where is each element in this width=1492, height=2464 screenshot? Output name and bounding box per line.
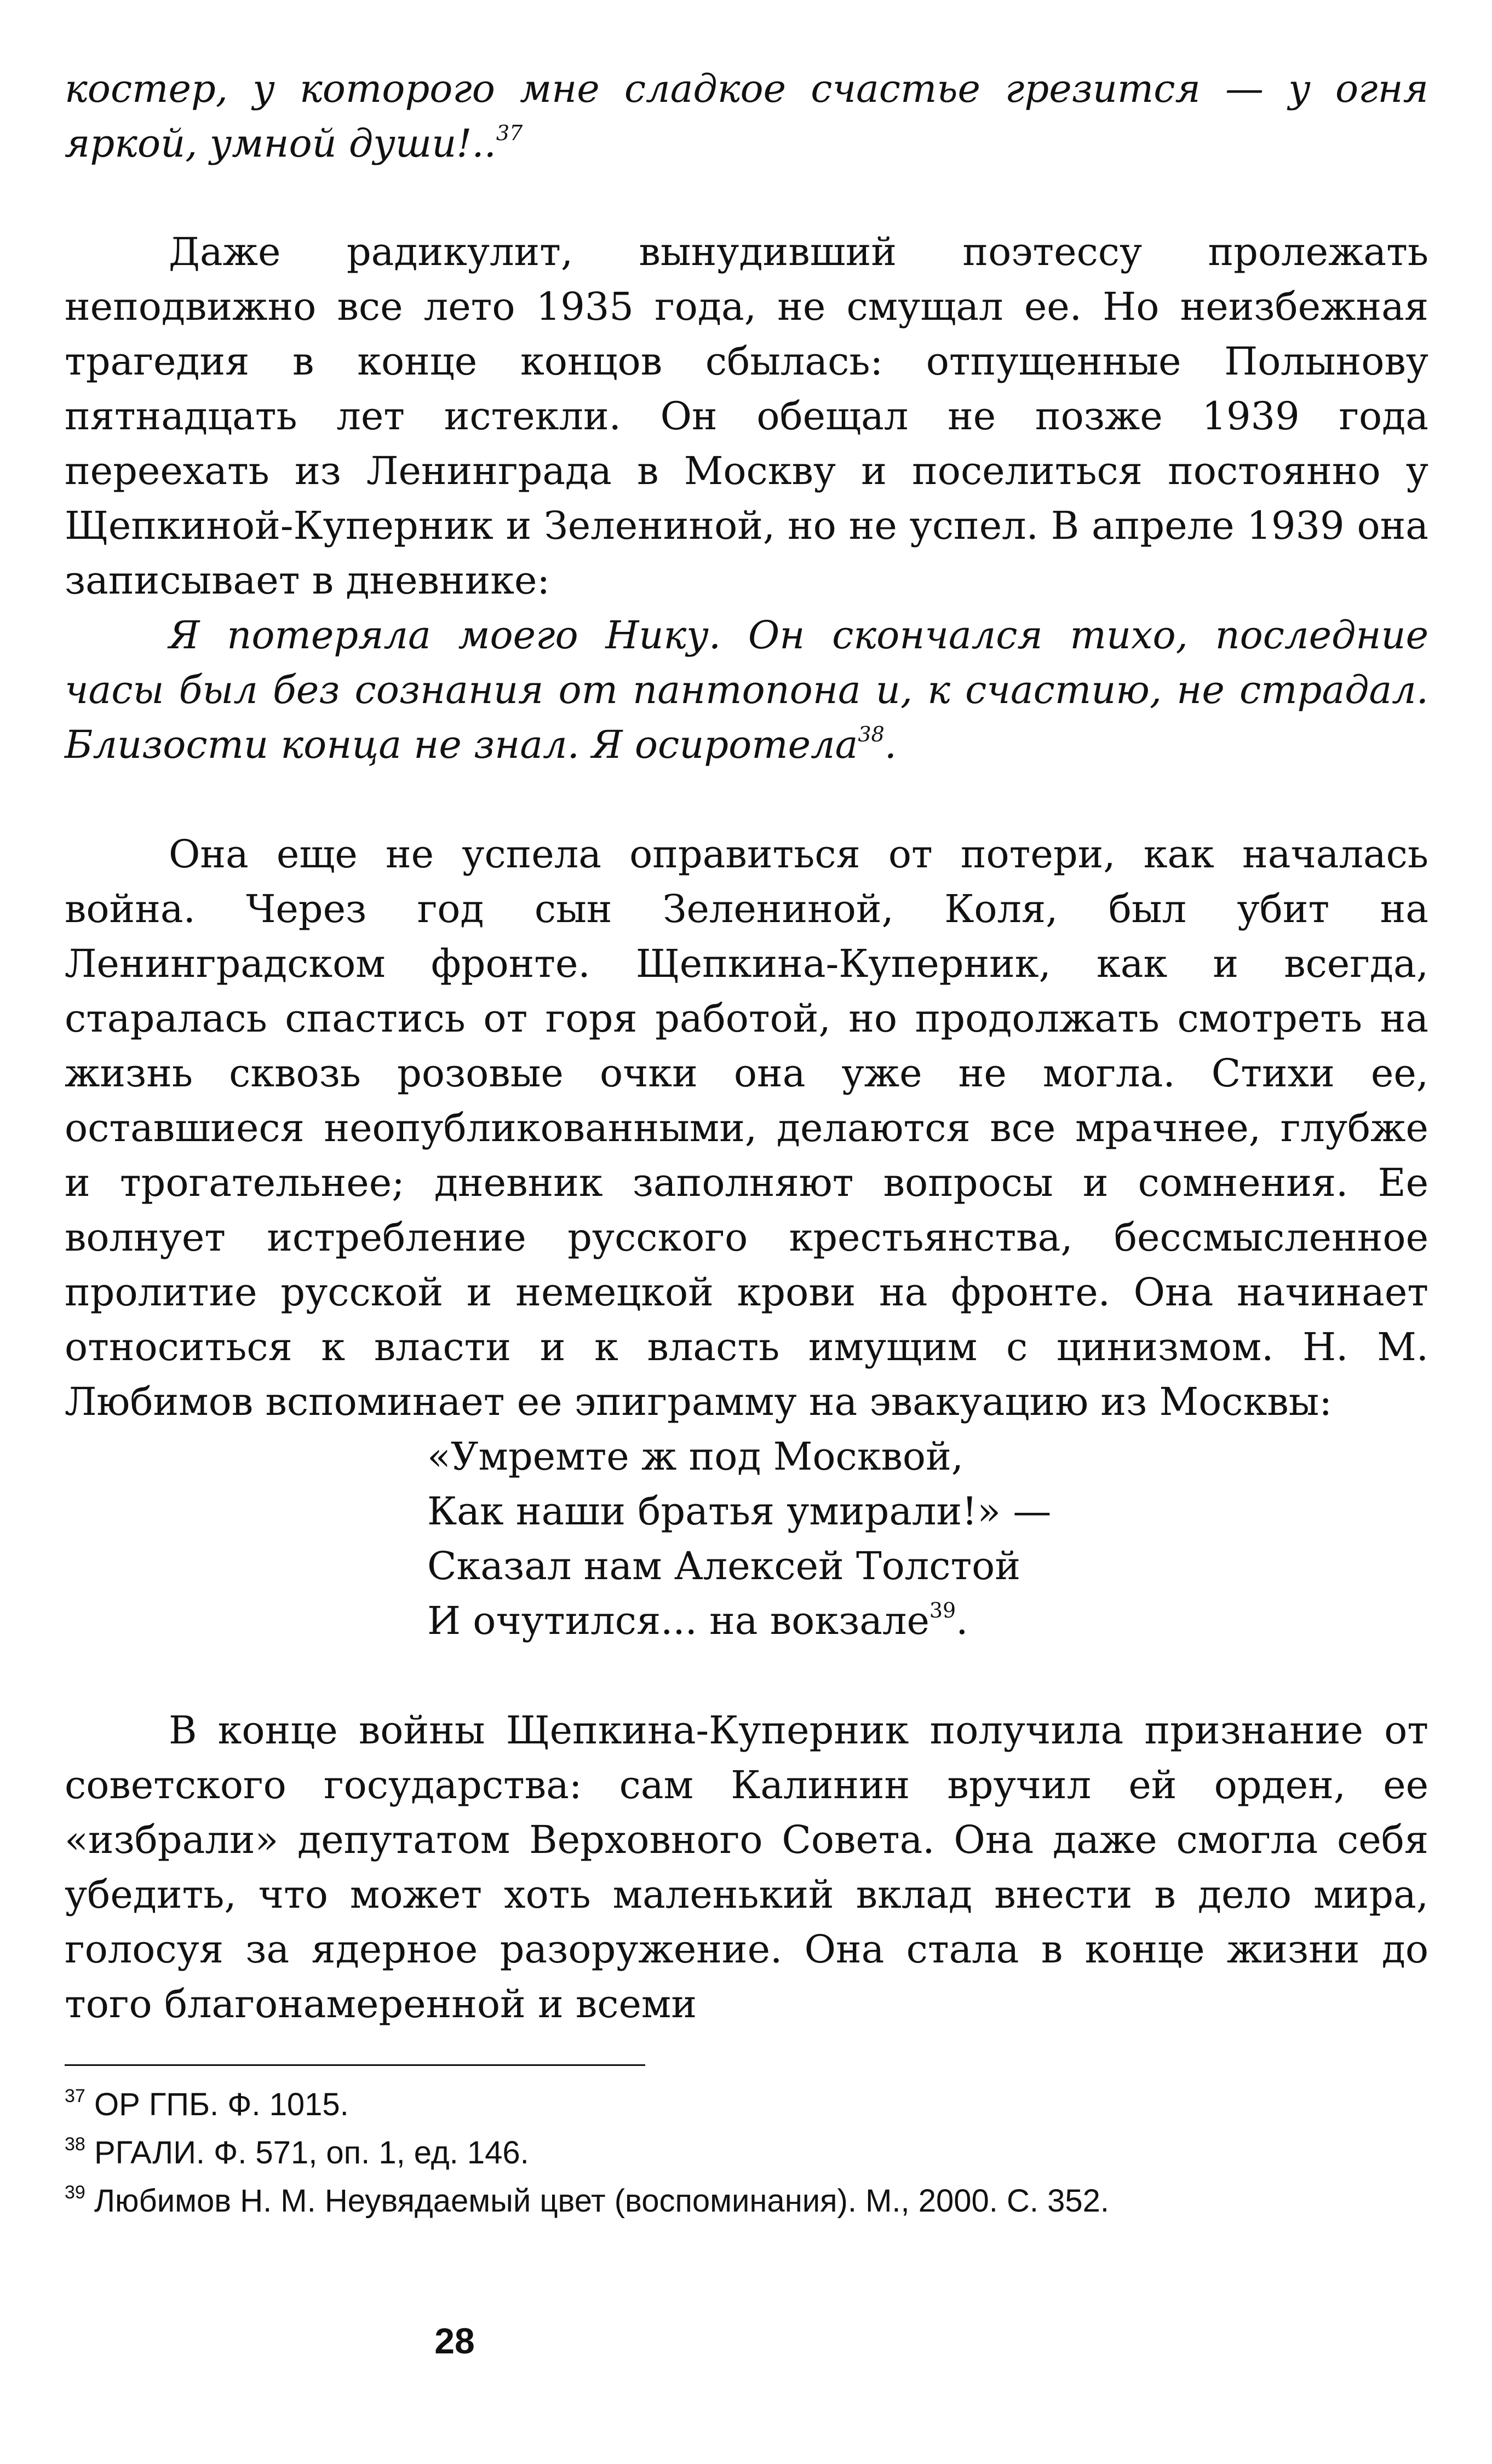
diary-quote-end: . [884,722,897,767]
epigram-line-4 [427,1593,1051,1648]
footnote-ref-37: 37 [496,120,523,145]
footnote-ref-38: 38 [858,722,885,746]
footnote-37 [65,2081,1428,2129]
footnote-separator [65,2064,645,2066]
epigram-line-3: Сказал нам Алексей Толстой [427,1544,1020,1588]
diary-quote [65,608,1428,772]
footnote-text-39: Любимов Н. М. Неувядаемый цвет (воспоминания). М., 2000. С. 352. [94,2183,1109,2219]
footnote-number-38: 38 [65,2133,85,2155]
paragraph-war: Она еще не успела оправиться от потери, как началась война. Через год сын Зелениной, Коля, был убит на Ленинградском фронте. Щепкина-Куперник, как и всегда, старалась спастись от горя работой, но продолжать смотреть на жизнь сквозь розовые очки она уже не могла. Стихи ее, оставшиеся неопубликованными, делаются все мрачнее, глубже и трогательнее; дневник заполняют вопросы и сомнения. Ее волнует истребление русского крестьянства, бессмысленное пролитие русской и немецкой крови на фронте. Она начинает относиться к власти и к власть имущим с цинизмом. Н. М. Любимов вспоминает ее эпиграмму на эвакуацию из Москвы: [65,832,1428,1424]
paragraph-radiculitis: Даже радикулит, вынудивший поэтессу пролежать неподвижно все лето 1935 года, не смущал ее. Но неизбежная трагедия в конце концов сбылась: отпущенные Полынову пятнадцать лет истекли. Он обещал не позже 1939 года переехать из Ленинграда в Москву и поселиться постоянно у Щепкиной-Куперник и Зелениной, но не успел. В апреле 1939 она записывает в дневнике: [65,229,1428,603]
paragraph-end-of-war: В конце войны Щепкина-Куперник получила признание от советского государства: сам Калинин вручил ей орден, ее «избрали» депутатом Верховного Совета. Она даже смогла себя убедить, что может хоть маленький вклад внести в дело мира, голосуя за ядерное разоружение. Она стала в конце жизни до того благонамеренной и всеми [65,1708,1428,2027]
epigram-end: . [956,1598,968,1643]
footnote-ref-39: 39 [929,1598,956,1622]
footnote-number-39: 39 [65,2181,85,2203]
opening-italic-text: костер, у которого мне сладкое счастье грезится — у огня яркой, умной души!.. [65,66,1428,166]
footnote-text-37: ОР ГПБ. Ф. 1015. [94,2087,349,2122]
footnote-38 [65,2129,1428,2177]
epigram [427,1429,1051,1648]
epigram-line-4-text: И очутился... на вокзале [427,1598,929,1643]
footnote-text-38: РГАЛИ. Ф. 571, оп. 1, ед. 146. [94,2135,529,2171]
epigram-line-1: «Умремте ж под Москвой, [427,1434,963,1479]
footnote-39 [65,2177,1428,2225]
footnote-number-37: 37 [65,2085,85,2106]
page-number: 28 [434,2321,475,2361]
diary-quote-text: Я потеряла моего Нику. Он скончался тихо, последние часы был без сознания от пантопона и, к счастию, не страдал. Близости конца не знал. Я осиротела [65,613,1428,767]
epigram-line-2: Как наши братья умирали!» — [427,1489,1052,1534]
footnotes [65,2081,1428,2225]
opening-italic-fragment [65,61,1428,171]
